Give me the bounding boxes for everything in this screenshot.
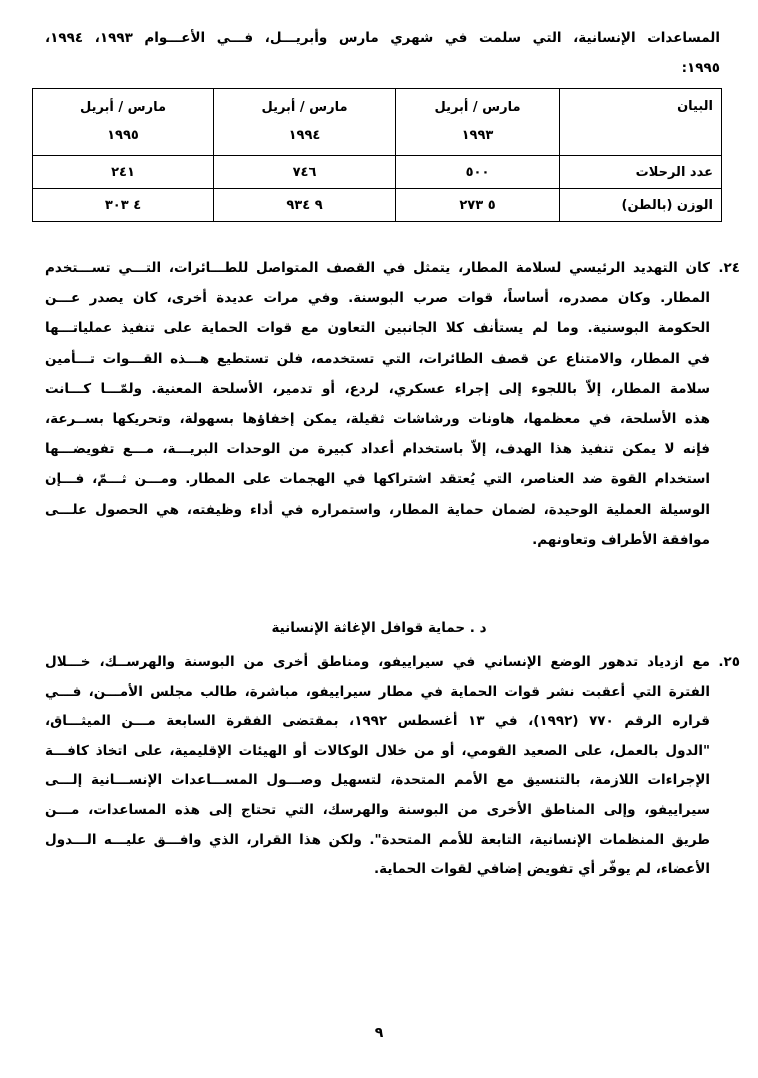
header-label: البيان bbox=[677, 99, 713, 114]
table-cell: ٥٠٠ bbox=[396, 156, 560, 189]
page-number: ٩ bbox=[374, 1025, 384, 1041]
paragraph-line: الوسيلة العملية الوحيدة، لضمان حماية المطار، واستمراره في أداء وظيفته، هي الحصول علـــى bbox=[45, 501, 710, 518]
paragraph-line: طريق المنظمات الإنسانية، التابعة للأمم المتحدة". ولكن هذا القرار، الذي وافـــق عليـــه الـــدول bbox=[45, 831, 710, 848]
paragraph-line: الأعضاء، لم يوفّر أي تفويض إضافي لقوات الحماية. bbox=[374, 861, 710, 878]
row-label: الوزن (بالطن) bbox=[560, 189, 722, 222]
paragraph-line: في المطار، والامتناع عن قصف الطائرات، التي تستخدمه، فلن تستطيع هـــذه القـــوات تـــأمين bbox=[45, 350, 710, 367]
paragraph-line: سيراييفو، وإلى المناطق الأخرى من البوسنة والهرسك، التي تحتاج إلى هذه المساعدات، مـــن bbox=[45, 802, 710, 818]
paragraph-line: هذه الأسلحة، في معظمها، هاونات ورشاشات ثقيلة، يمكن إخفاؤها بسهولة، وتحريكها بســرعة، bbox=[45, 411, 710, 427]
paragraph-number: ٢٤. bbox=[718, 260, 740, 276]
header-year: ١٩٩٥ bbox=[107, 128, 139, 143]
table-cell: ٢٤١ bbox=[33, 156, 214, 189]
header-cell bbox=[396, 89, 560, 156]
table-cell: ٥ ٢٧٣ bbox=[396, 189, 560, 222]
header-label: مارس / أبريل bbox=[79, 100, 167, 115]
paragraph-line: المطار. وكان مصدره، أساساً، قوات صرب البوسنة. وفي مرات عديدة أخرى، كان يصدر عـــن bbox=[45, 290, 710, 307]
header-cell bbox=[214, 89, 396, 156]
paragraph-line: فإنه لا يمكن تنفيذ هذا الهدف، إلاّ باستخدام أعداد كبيرة من الوحدات البريـــة، مـــع تفويضـــها bbox=[45, 441, 710, 458]
paragraph-line: سلامة المطار، إلاّ باللجوء إلى إجراء عسكري، لردع، أو تدمير، الأسلحة المعنية. ولمّـــا كـــانت bbox=[45, 380, 710, 397]
paragraph-line: استخدام القوة ضد العناصر، التي يُعتقد اشتراكها في الهجمات على المطار. ومـــن ثـــمّ، فـــإن bbox=[45, 471, 710, 488]
paragraph-line: الإجراءات اللازمة، بالتنسيق مع الأمم المتحدة، لتسهيل وصـــول المســـاعدات الإنســـانية إلـــى bbox=[45, 772, 710, 789]
paragraph-number: ٢٥. bbox=[718, 654, 740, 670]
intro-line: ١٩٩٥: bbox=[681, 60, 720, 76]
header-label: مارس / أبريل bbox=[434, 100, 521, 115]
header-year: ١٩٩٣ bbox=[461, 128, 494, 143]
paragraph-line: قراره الرقم ٧٧٠ (١٩٩٢)، في ١٣ أغسطس ١٩٩٢، بمقتضى الفقرة السابعة مـــن الميثـــاق، bbox=[45, 713, 710, 730]
table-cell: ٩ ٩٣٤ bbox=[214, 189, 396, 222]
table-row bbox=[33, 189, 722, 222]
header-label: مارس / أبريل bbox=[261, 100, 348, 115]
header-year: ١٩٩٤ bbox=[288, 128, 321, 143]
paragraph-line: الفترة التي أعقبت نشر قوات الحماية في مطار سيراييفو، مباشرة، طالب مجلس الأمـــن، فـــي bbox=[45, 683, 710, 700]
header-cell bbox=[560, 89, 722, 156]
paragraph-line: الحكومة البوسنية. وما لم يستأنف كلا الجانبين التعاون مع قوات الحماية على تنفيذ عملياتـــها bbox=[45, 320, 710, 337]
row-label: عدد الرحلات bbox=[560, 156, 722, 189]
section-heading: د . حماية قوافل الإغاثة الإنسانية bbox=[271, 620, 487, 636]
table-row bbox=[33, 156, 722, 189]
paragraph-line: مع ازدياد تدهور الوضع الإنساني في سيراييفو، ومناطق أخرى من البوسنة والهرســك، خـــلال bbox=[45, 654, 710, 670]
table-cell: ٧٤٦ bbox=[214, 156, 396, 189]
aid-table bbox=[32, 88, 722, 222]
intro-line: المساعدات الإنسانية، التي سلمت في شهري مارس وأبريـــل، فـــي الأعـــوام ١٩٩٣، ١٩٩٤، bbox=[45, 30, 720, 46]
header-cell bbox=[33, 89, 214, 156]
paragraph-line: موافقة الأطراف وتعاونهم. bbox=[532, 531, 710, 548]
table-cell: ٤ ٣٠٣ bbox=[33, 189, 214, 222]
paragraph-line: "الدول بالعمل، على الصعيد القومي، أو من خلال الوكالات أو الهيئات الإقليمية، على اتخاذ كافـــة bbox=[45, 742, 710, 759]
table-header-row bbox=[33, 89, 722, 156]
paragraph-line: كان التهديد الرئيسي لسلامة المطار، يتمثل في القصف المتواصل للطـــائرات، التـــي تســـتخدم bbox=[45, 260, 710, 276]
